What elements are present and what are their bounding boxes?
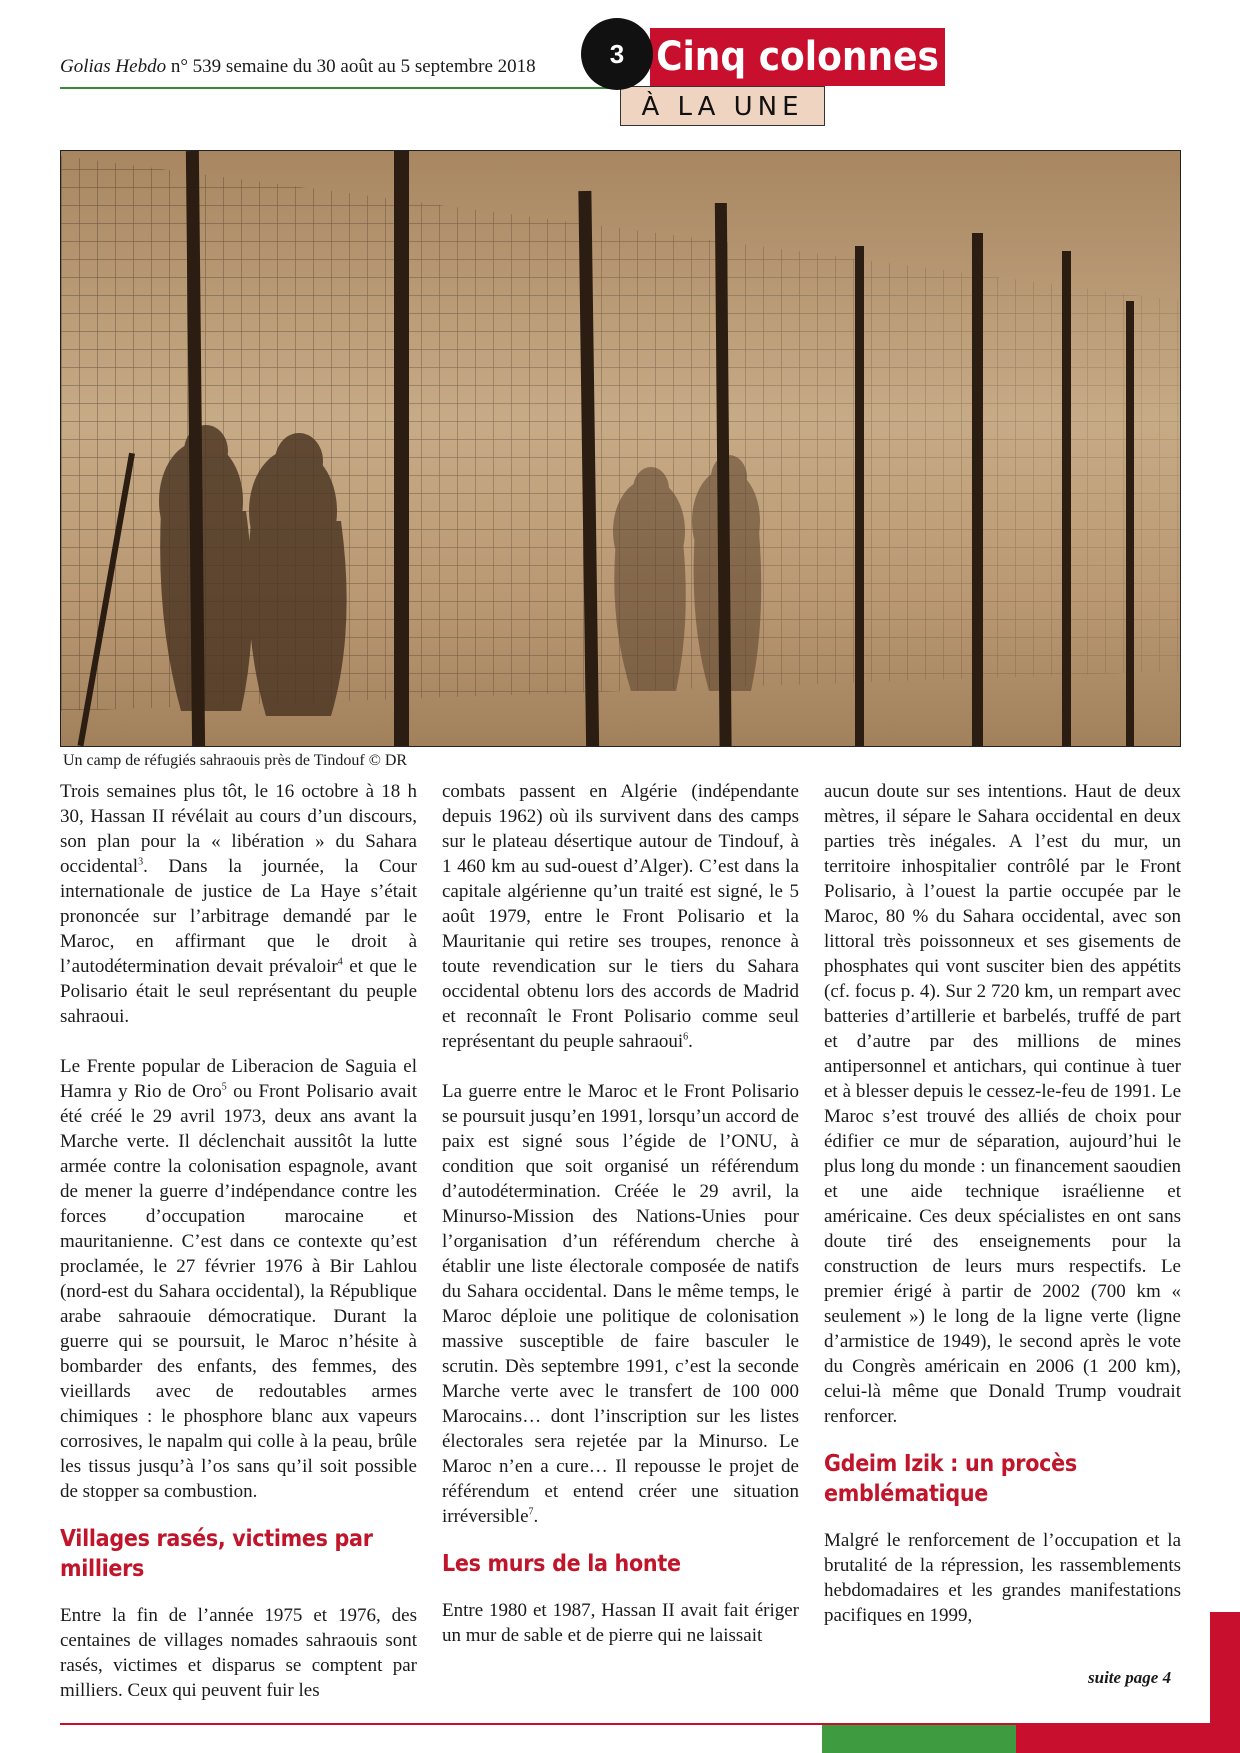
continued-on-page: suite page 4 (1088, 1668, 1172, 1687)
photo-caption: Un camp de réfugiés sahraouis près de Tindouf © DR (63, 752, 408, 769)
footnote-ref: 3 (138, 856, 144, 868)
paragraph: Entre 1980 et 1987, Hassan II avait fait ériger un mur de sable et de pierre qui ne laissait (442, 1600, 799, 1646)
paragraph: Trois semaines plus tôt, le 16 octobre à 18 h 30, Hassan II révélait au cours d’un discours, son plan pour la « libération » du Sahara occidental$^3$. Dans la journée, la Cour internationale de justice de La Haye s’était prononcée sur l’arbitrage demandé par le Maroc, en affirmant que le droit à l’autodétermination devait prévaloir$^4$ et que le Polisario était le seul représentant du peuple sahraoui. (60, 781, 418, 1027)
footnote-ref: 4 (337, 956, 343, 968)
header-rule (60, 87, 630, 89)
subheading: Villages rasés, victimes par milliers (60, 1526, 373, 1582)
paragraph: aucun doute sur ses intentions. Haut de deux mètres, il sépare le Sahara occidental en deux parties très inégales. A l’est du mur, un territoire inhospitalier contrôlé par le Front Polisario, à l’ouest la partie occupée par le Maroc, 80 % du Sahara occidental, avec son littoral très poissonneux et ses gisements de phosphates qui vont susciter bien des appétits (cf. focus p. 4). Sur 2 720 km, un rempart avec batteries d’artillerie et barbelés, truffé de part et d’autre par des millions de mines antipersonnel et antichars, qui continue à tuer et à blesser depuis le cessez-le-feu de 1991. Le Maroc s’est trouvé des alliés de choix pour édifier ce mur de séparation, aujourd’hui le plus long du monde : un financement saoudien et une aide technique israélienne et américaine. Ces deux spécialistes en ont sans doute tiré des enseignements pour la construction de leurs murs respectifs. Le premier érigé à partir de 2002 (700 km « seulement ») le long de la ligne verte (ligne d’armistice de 1949), le second après le vote du Congrès américain en 2006 (1 200 km), celui-là même que Donald Trump voudrait renforcer. (824, 781, 1181, 1427)
footnote-ref: 6 (683, 1031, 689, 1043)
subheading: Gdeim Izik : un procès emblématique (824, 1451, 1077, 1507)
paragraph: Entre la fin de l’année 1975 et 1976, des centaines de villages nomades sahraouis sont rasés, victimes et disparus se comptent par milliers. Ceux qui peuvent fuir les (60, 1605, 417, 1701)
section-subtitle: À LA UNE (620, 86, 825, 126)
page-number-badge: 3 (581, 18, 653, 90)
paragraph: La guerre entre le Maroc et le Front Polisario se poursuit jusqu’en 1991, lorsqu’un accord de paix est signé sous l’égide de l’ONU, à condition que soit organisé un référendum d’autodétermination. Créée le 29 avril, la Minurso-Mission des Nations-Unies pour l’organisation d’un référendum cherche à établir une liste électorale composée de natifs du Sahara occidental. Dans le même temps, le Maroc déploie une politique de colonisation massive susceptible de faire basculer le scrutin. Dès septembre 1991, c’est la seconde Marche verte avec le transfert de 100 000 Marocains… dont l’inscription sur les listes électorales sera rejetée par la Minurso. Le Maroc n’en a cure… Il repousse le projet de référendum et entend créer une situation irréversible$^7$. (442, 1081, 799, 1527)
issue-info: n° 539 semaine du 30 août au 5 septembre 2018 (170, 56, 536, 77)
publication-name: Golias Hebdo (60, 56, 167, 77)
article-column-2 (442, 779, 799, 1648)
footer-green-bar (822, 1725, 1016, 1753)
footer-red-bar (1016, 1725, 1240, 1753)
masthead (60, 56, 536, 78)
article-column-1 (60, 779, 417, 1703)
footnote-ref: 7 (528, 1506, 534, 1518)
footnote-ref: 5 (221, 1081, 227, 1093)
paragraph: Malgré le renforcement de l’occupation et la brutalité de la répression, les rassemblements hebdomadaires et les grandes manifestations pacifiques en 1999, (824, 1530, 1181, 1626)
section-title: Cinq colonnes (650, 28, 945, 86)
paragraph: combats passent en Algérie (indépendante depuis 1962) où ils survivent dans des camps sur le plateau désertique autour de Tindouf, à 1 460 km au sud-ouest d’Alger). C’est dans la capitale algérienne qu’un traité est signé, le 5 août 1979, entre le Front Polisario et la Mauritanie qui retire ses troupes, renonce à toute revendication sur le tiers du Sahara occidental obtenu lors des accords de Madrid et reconnaît le Front Polisario comme seul représentant du peuple sahraoui$^6$. (442, 781, 799, 1052)
article-column-3 (824, 779, 1181, 1628)
refugee-camp-photo (60, 150, 1181, 747)
subheading: Les murs de la honte (442, 1551, 681, 1577)
paragraph: Le Frente popular de Liberacion de Saguia el Hamra y Rio de Oro$^5$ ou Front Polisario avait été créé le 29 avril 1973, deux ans avant la Marche verte. Il déclenchait aussitôt la lutte armée contre la colonisation espagnole, avant de mener la guerre d’indépendance contre les forces d’occupation marocaine et mauritanienne. C’est dans ce contexte qu’est proclamée, le 27 février 1976 à Bir Lahlou (nord-est du Sahara occidental), la République arabe sahraouie démocratique. Durant la guerre qui se poursuit, le Maroc n’hésite à bombarder des enfants, des femmes, des vieillards avec de redoutables armes chimiques : le phosphore blanc aux vapeurs corrosives, le napalm qui colle à la peau, brûle les tissus jusqu’à l’os sans qu’il soit possible de stopper sa combustion. (60, 1056, 417, 1502)
